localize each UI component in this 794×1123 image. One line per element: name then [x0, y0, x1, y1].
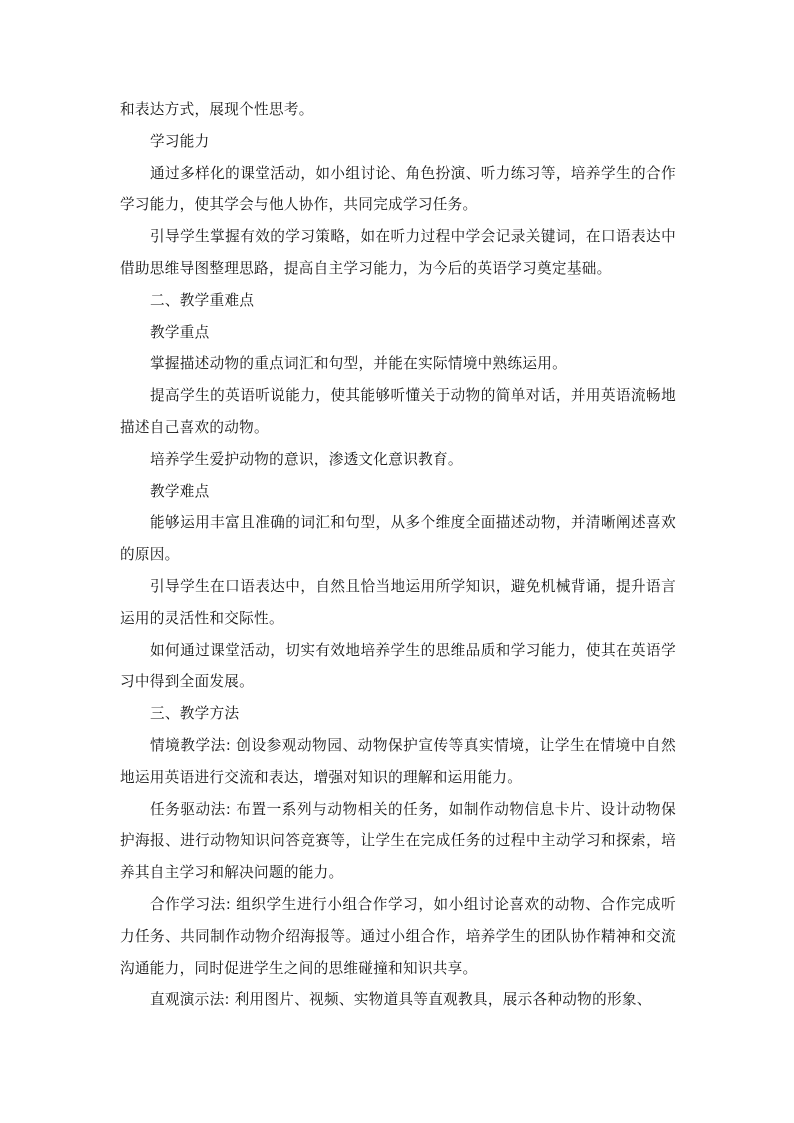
paragraph: 任务驱动法: 布置一系列与动物相关的任务，如制作动物信息卡片、设计动物保护海报、进行动物知识问答竞赛等，让学生在完成任务的过程中主动学习和探索，培养其自主学习和解决问题的能力。: [120, 800, 676, 882]
paragraph: 提高学生的英语听说能力，使其能够听懂关于动物的简单对话，并用英语流畅地描述自己喜欢的动物。: [120, 387, 676, 436]
paragraph: 掌握描述动物的重点词汇和句型，并能在实际情境中熟练运用。: [150, 355, 568, 373]
section-heading: 三、教学方法: [150, 705, 240, 723]
document-page: [120, 94, 676, 1016]
paragraph: 能够运用丰富且准确的词汇和句型，从多个维度全面描述动物，并清晰阐述喜欢的原因。: [120, 514, 676, 564]
paragraph: 如何通过课堂活动，切实有效地培养学生的思维品质和学习能力，使其在英语学习中得到全面发展。: [120, 641, 676, 691]
section-subheading: 学习能力: [150, 132, 210, 150]
section-subheading: 教学重点: [150, 323, 210, 341]
paragraph: 引导学生掌握有效的学习策略，如在听力过程中学会记录关键词，在口语表达中借助思维导图整理思路，提高自主学习能力，为今后的英语学习奠定基础。: [120, 228, 676, 277]
paragraph: 通过多样化的课堂活动，如小组讨论、角色扮演、听力练习等，培养学生的合作学习能力，使其学会与他人协作，共同完成学习任务。: [120, 164, 676, 214]
paragraph: 直观演示法: 利用图片、视频、实物道具等直观教具，展示各种动物的形象、: [150, 991, 652, 1009]
paragraph: 情境教学法: 创设参观动物园、动物保护宣传等真实情境，让学生在情境中自然地运用英语进行交流和表达，增强对知识的理解和运用能力。: [120, 736, 676, 786]
paragraph: 培养学生爱护动物的意识，渗透文化意识教育。: [150, 450, 463, 468]
paragraph: 引导学生在口语表达中，自然且恰当地运用所学知识，避免机械背诵，提升语言运用的灵活性和交际性。: [120, 577, 676, 627]
section-subheading: 教学难点: [150, 482, 210, 500]
paragraph: 和表达方式，展现个性思考。: [120, 101, 314, 118]
section-heading: 二、教学重难点: [150, 291, 255, 309]
paragraph: 合作学习法: 组织学生进行小组合作学习，如小组讨论喜欢的动物、合作完成听力任务、共同制作动物介绍海报等。通过小组合作，培养学生的团队协作精神和交流沟通能力，同时促进学生之间的思维碰撞和知识共享。: [120, 895, 676, 977]
